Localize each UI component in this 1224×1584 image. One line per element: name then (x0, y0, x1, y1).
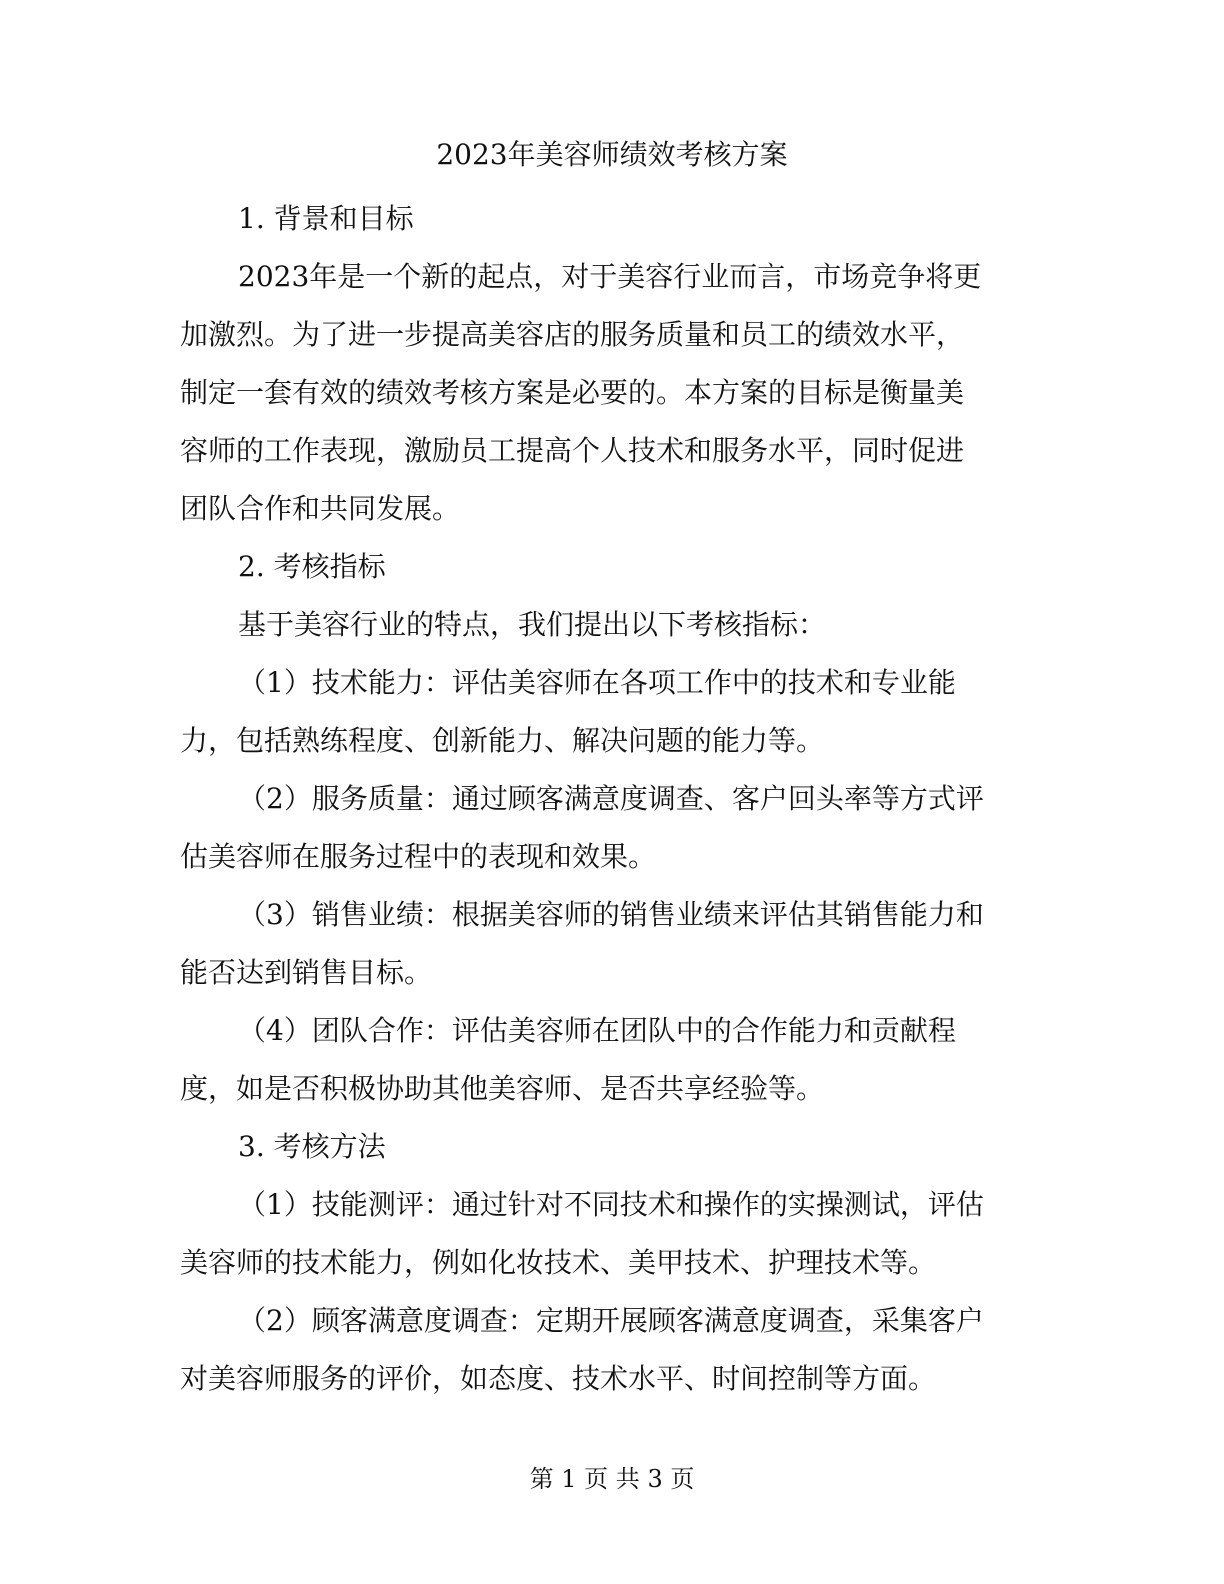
section-heading-background: 1. 背景和目标 (238, 202, 414, 235)
paragraph-line: 2023年是一个新的起点，对于美容行业而言，市场竞争将更 (238, 260, 982, 293)
section-heading-methods: 3. 考核方法 (238, 1130, 386, 1163)
page-number-footer: 第 1 页 共 3 页 (529, 1465, 695, 1493)
list-item-line: 美容师的技术能力，例如化妆技术、美甲技术、护理技术等。 (180, 1246, 937, 1279)
paragraph-line: 基于美容行业的特点，我们提出以下考核指标： (238, 608, 827, 641)
section-heading-indicators: 2. 考核指标 (238, 550, 386, 583)
list-item-line: （2）顾客满意度调查：定期开展顾客满意度调查，采集客户 (238, 1304, 984, 1337)
list-item-line: 对美容师服务的评价，如态度、技术水平、时间控制等方面。 (180, 1362, 937, 1395)
paragraph-line: 加激烈。为了进一步提高美容店的服务质量和员工的绩效水平， (180, 318, 965, 351)
list-item-line: 能否达到销售目标。 (180, 956, 433, 989)
list-item-line: （2）服务质量：通过顾客满意度调查、客户回头率等方式评 (238, 782, 984, 815)
list-item-line: 估美容师在服务过程中的表现和效果。 (180, 840, 657, 873)
list-item-line: （3）销售业绩：根据美容师的销售业绩来评估其销售能力和 (238, 898, 984, 931)
list-item-line: 力，包括熟练程度、创新能力、解决问题的能力等。 (180, 724, 825, 757)
list-item-line: 度，如是否积极协助其他美容师、是否共享经验等。 (180, 1072, 825, 1105)
list-item-line: （1）技能测评：通过针对不同技术和操作的实操测试，评估 (238, 1188, 984, 1221)
paragraph-line: 容师的工作表现，激励员工提高个人技术和服务水平，同时促进 (180, 434, 965, 467)
document-title: 2023年美容师绩效考核方案 (436, 138, 788, 171)
list-item-line: （1）技术能力：评估美容师在各项工作中的技术和专业能 (238, 666, 956, 699)
list-item-line: （4）团队合作：评估美容师在团队中的合作能力和贡献程 (238, 1014, 956, 1047)
paragraph-line: 制定一套有效的绩效考核方案是必要的。本方案的目标是衡量美 (180, 376, 965, 409)
paragraph-line: 团队合作和共同发展。 (180, 492, 461, 525)
